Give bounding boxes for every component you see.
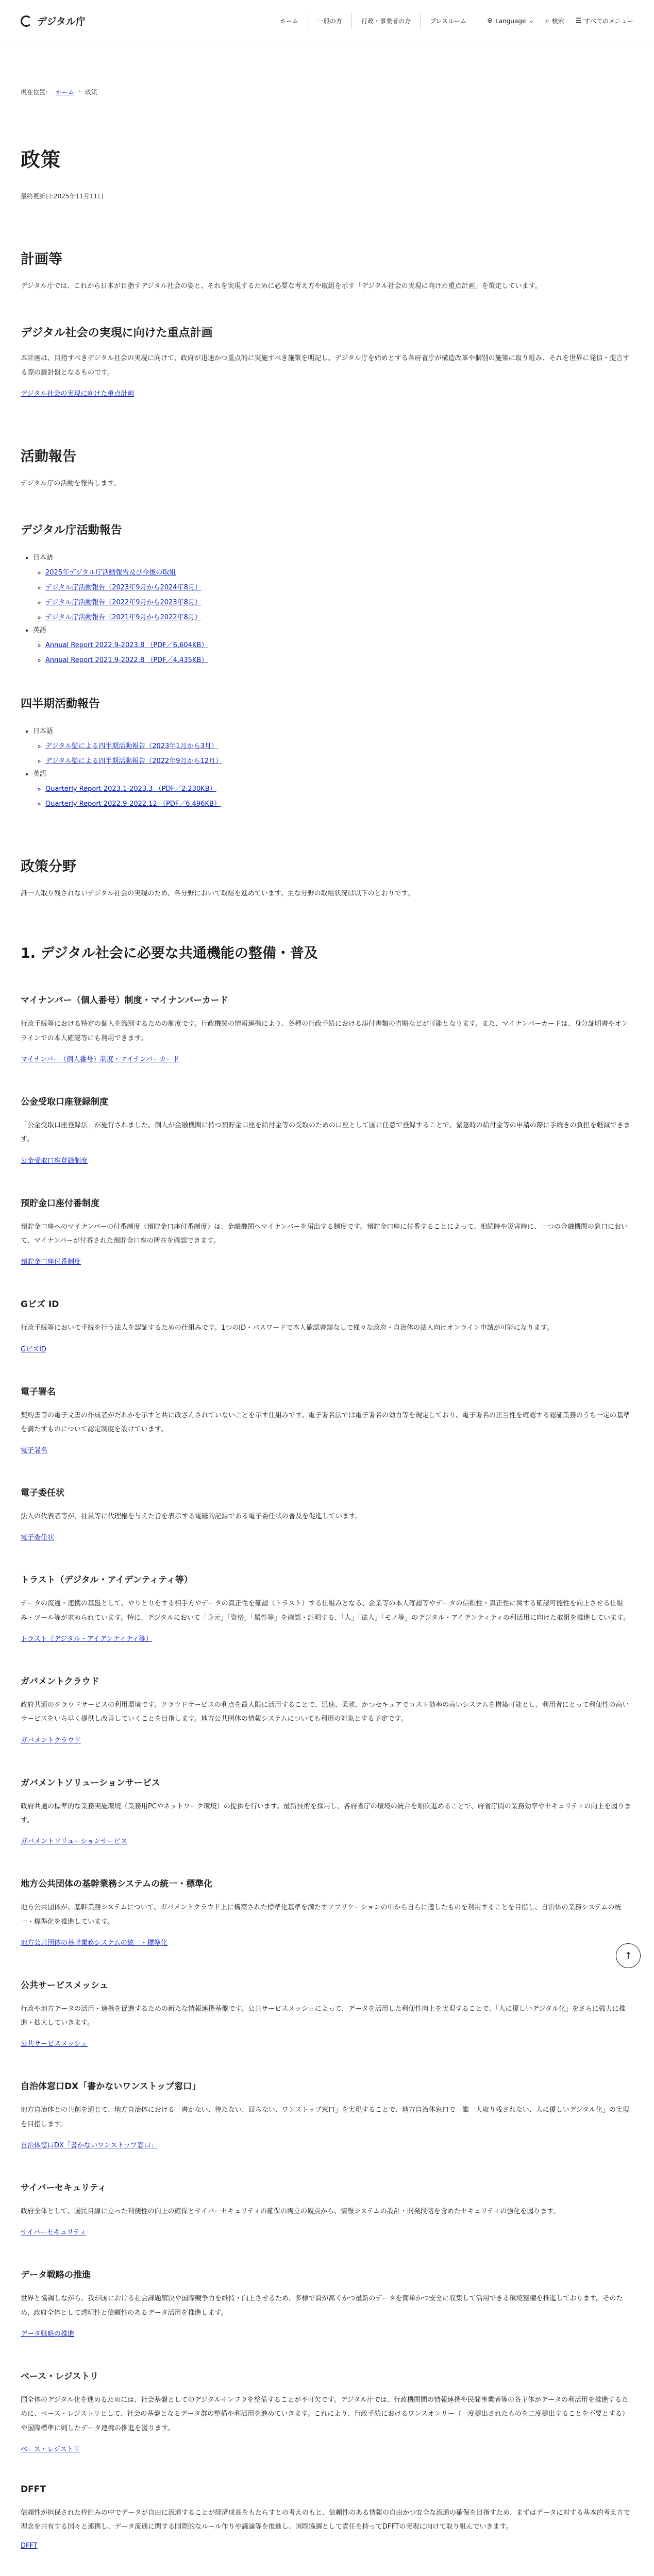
annual-report-list <box>33 552 633 664</box>
activity-heading: 活動報告 <box>21 448 76 465</box>
policy-item-title: 電子委任状 <box>21 1488 64 1499</box>
list-group-label: 英語 <box>33 626 47 635</box>
policy-item-link[interactable]: 電子委任状 <box>21 1534 55 1542</box>
policy-item-link[interactable]: GビズID <box>21 1345 46 1353</box>
policy-item-link[interactable]: 公金受取口座登録制度 <box>21 1157 88 1165</box>
policy-item-text: 国全体のデジタル化を進めるためには、社会基盤としてのデジタルインフラを整備することが不可欠です。デジタル庁では、行政機関間の情報連携や民間事業者等の各主体がデータの利活用を推進するために、ベース・レジストリとして、社会の基盤となるデータ群の整備や利活用を進めていきます。これにより、行政手続におけるワンスオンリー（一度提出されたものを二度提出することを不要とする）や国際標準に則したデータ連携の推進を図ります。 <box>21 2396 629 2432</box>
plan-sub-link[interactable]: デジタル社会の実現に向けた重点計画 <box>21 389 135 398</box>
back-to-top-button[interactable] <box>616 1943 641 1968</box>
language-button[interactable] <box>487 17 534 25</box>
search-button[interactable] <box>545 16 564 25</box>
policy-item <box>21 2267 633 2338</box>
policy-item-link[interactable]: トラスト（デジタル・アイデンティティ等） <box>21 1635 153 1643</box>
page-title: 政策 <box>21 148 61 171</box>
policy-item <box>21 1297 633 1353</box>
policy-item <box>21 1485 633 1541</box>
global-nav <box>271 13 476 29</box>
policy-item <box>21 2369 633 2453</box>
policy-item <box>21 1775 633 1846</box>
search-label: 検索 <box>551 18 564 25</box>
policy-item-title: 電子署名 <box>21 1386 56 1397</box>
plan-intro: デジタル庁では、これから日本が目指すデジタル社会の姿と、それを実現するために必要な考え方や取組を示す「デジタル社会の実現に向けた重点計画」を策定しています。 <box>21 282 542 290</box>
header-utilities <box>487 16 633 25</box>
report-link[interactable]: 2025年デジタル庁活動報告及び今後の取組 <box>45 569 176 577</box>
policy-item-text: 法人の代表者等が、社員等に代理権を与えた旨を表示する電磁的記録である電子委任状の普及を促進しています。 <box>21 1513 362 1521</box>
report-link[interactable]: デジタル庁活動報告（2021年9月から2022年8月） <box>45 614 202 622</box>
policy-item <box>21 1674 633 1744</box>
chevron-down-icon: ⌄ <box>528 17 534 25</box>
policy-item-text: 預貯金口座へのマイナンバーの付番制度（預貯金口座付番制度）は、金融機関へマイナンバーを届出する制度です。預貯金口座に付番することによって、相続時や災害時に、一つの金融機関の窓口において、マイナンバーが付番された預貯金口座の所在を確認できます。 <box>21 1223 628 1245</box>
activity-intro: デジタル庁の活動を報告します。 <box>21 479 121 487</box>
plan-heading: 計画等 <box>21 251 62 267</box>
list-item <box>33 725 633 765</box>
policy-item-text: 行政手続等における特定の個人を識別するための制度です。行政機関の情報連携により、各種の行政手続における添付書類の省略などが可能となります。また、マイナンバーカードは、身分証明書やオンラインでの本人確認等にも利用できます。 <box>21 1020 628 1042</box>
globe-icon: ⊕ <box>487 17 493 25</box>
policy-item-text: 政府共通の標準的な業務実施環境（業務用PCやネットワーク環境）の提供を行います。最新技術を採用し、各府省庁の環境の統合を順次進めることで、府省庁間の業務効率やセキュリティの向上を図ります。 <box>21 1802 631 1824</box>
list-item <box>33 552 633 621</box>
policy-item <box>21 993 633 1063</box>
quarterly-report-list <box>33 725 633 808</box>
search-icon: ⌕ <box>545 17 549 25</box>
site-header <box>0 0 654 42</box>
last-updated: 最終更新日:2025年11月11日 <box>21 193 104 200</box>
nav-item-press[interactable]: プレスルーム <box>430 18 467 25</box>
breadcrumb-current: 政策 <box>85 89 97 96</box>
policy-item-title: ガバメントソリューションサービス <box>21 1777 160 1788</box>
logo-text: デジタル庁 <box>37 16 86 27</box>
list-group-label: 日本語 <box>33 554 54 562</box>
policy-item-title: 自治体窓口DX「書かないワンストップ窓口」 <box>21 2081 201 2092</box>
policy-item-title: マイナンバー（個人番号）制度・マイナンバーカード <box>21 995 228 1006</box>
menu-icon: ☰ <box>575 17 582 25</box>
nav-item-business[interactable]: 行政・事業者の方 <box>352 13 421 29</box>
policy-item <box>21 1094 633 1165</box>
policy-intro: 誰一人取り残されないデジタル社会の実現のため、各分野において取組を進めています。主な分野の取組状況は以下のとおりです。 <box>21 890 414 898</box>
list-item <box>33 624 633 664</box>
policy-heading: 政策分野 <box>21 859 76 875</box>
policy-item-title: ガバメントクラウド <box>21 1676 99 1687</box>
policy-item <box>21 1876 633 1947</box>
policy-item-link[interactable]: 電子署名 <box>21 1447 48 1455</box>
policy-item-title: サイバーセキュリティ <box>21 2183 107 2194</box>
policy-item-title: DFFT <box>21 2484 46 2495</box>
report-link[interactable]: Quarterly Report 2023.1-2023.3 （PDF／2,230KB） <box>45 785 216 793</box>
chevron-right-icon: › <box>78 88 81 95</box>
breadcrumb-home[interactable]: ホーム <box>56 89 75 96</box>
policy-item-text: 世界と協調しながら、我が国における社会課題解決や国際競争力を維持・向上させるため、多様で質が高くかつ最新のデータを簡単かつ安全に収集して活用できる環境整備を推進しております。そのため、政府全体として透明性と信頼性のあるデータ活用を推進します。 <box>21 2295 623 2317</box>
policy-item-link[interactable]: サイバーセキュリティ <box>21 2229 87 2237</box>
policy-item <box>21 1978 633 2048</box>
policy-item-link[interactable]: ガバメントソリューションサービス <box>21 1838 128 1846</box>
policy-item-text: 政府全体として、国民目線に立った利便性の向上の確保とサイバーセキュリティの確保の両立の観点から、情報システムの設計・開発段階を含めたセキュリティの強化を図ります。 <box>21 2208 560 2216</box>
policy-item-link[interactable]: 地方公共団体の基幹業務システムの統一・標準化 <box>21 1939 167 1947</box>
quarterly-report-heading: 四半期活動報告 <box>21 698 100 711</box>
policy-item-title: 公共サービスメッシュ <box>21 1980 108 1991</box>
policy-item <box>21 2180 633 2236</box>
menu-button[interactable] <box>576 16 633 25</box>
policy-item-text: 地方公共団体が、基幹業務システムについて、ガバメントクラウド上に構築された標準化基準を満たすアプリケーションの中から自らに適したものを利用することを目指し、自治体の業務システムの統一・標準化を推進しています。 <box>21 1904 622 1926</box>
policy-item-link[interactable]: ガバメントクラウド <box>21 1736 81 1744</box>
breadcrumb-prefix: 現在位置： <box>21 89 52 96</box>
plan-sub-text: 本計画は、目指すべきデジタル社会の実現に向けて、政府が迅速かつ重点的に実施すべき施策を明記し、デジタル庁を始めとする各府省庁が構造改革や個別の施策に取り組み、それを世界に発信・提言する際の羅針盤となるものです。 <box>21 354 630 377</box>
policy-item-link[interactable]: ベース・レジストリ <box>21 2445 80 2453</box>
report-link[interactable]: Annual Report 2022.9-2023.8 （PDF／6,604KB） <box>45 641 208 650</box>
policy-item-title: トラスト（デジタル・アイデンティティ等） <box>21 1575 193 1586</box>
policy-item-text: 「公金受取口座登録法」が施行されました。個人が金融機関に持つ預貯金口座を給付金等の受取のための口座として国に任意で登録することで、緊急時の給付金等の申請の際に手続きの負担を軽減できます。 <box>21 1122 630 1144</box>
policy-item <box>21 1196 633 1266</box>
policy-item-text: 信頼性が担保された枠組みの中でデータが自由に流通することが経済成長をもたらすとの考えのもと、信頼性のある情報の自由かつ安全な流通の確保を目指すため、まずはデータに対する基本的考え方で理念を共有する国々と連携し、データ流通に関する国際的なルール作りや議論等を推進し、国際協調として責任を持ってDFFTの実現に向けて取り組んでいきます。 <box>21 2509 630 2531</box>
policy-item-link[interactable]: データ戦略の推進 <box>21 2330 75 2338</box>
plan-sub-heading: デジタル社会の実現に向けた重点計画 <box>21 327 213 340</box>
policy-item-title: 預貯金口座付番制度 <box>21 1198 99 1209</box>
policy-item-link[interactable]: マイナンバー（個人番号）制度・マイナンバーカード <box>21 1056 180 1064</box>
nav-item-general[interactable]: 一般の方 <box>308 13 352 29</box>
list-group-label: 英語 <box>33 770 47 778</box>
policy-item-text: 地方自治体との共創を通じて、地方自治体における「書かない、待たない、回らない、ワンストップ窓口」を実現することで、地方自治体窓口で「誰一人取り残されない、人に優しいデジタル化」の実現を目指します。 <box>21 2106 629 2128</box>
report-link[interactable]: Quarterly Report 2022.9-2022.12 （PDF／6,496KB） <box>45 800 221 808</box>
arrow-up-icon: ↑ <box>624 1950 632 1961</box>
report-link[interactable]: デジタル監による四半期活動報告（2023年1月から3月） <box>45 742 218 751</box>
report-link[interactable]: デジタル庁活動報告（2023年9月から2024年8月） <box>45 584 202 592</box>
policy-item-link[interactable]: 預貯金口座付番制度 <box>21 1258 81 1266</box>
logo-mark-icon <box>21 15 32 27</box>
policy-item-text: データの流通・連携の基盤として、やりとりをする相手方やデータの真正性を確認（トラスト）する仕組みとなる、企業等の本人確認等やデータの信頼性・真正性に関する確認可能性を向上させる仕組み・ツール等が求められています。特に、デジタルにおいて「身元」「資格」「属性等」を確認・証明する、「人」「法人」「モノ等」のデジタル・アイデンティティの利活用に向けた取組を推進しています。 <box>21 1600 630 1622</box>
policy-item-text: 行政手続等において手続を行う法人を認証するための仕組みです。1つのID・パスワードで本人確認書類なしで様々な政府・自治体の法人向けオンライン申請が可能になります。 <box>21 1324 554 1332</box>
policy-item-title: 地方公共団体の基幹業務システムの統一・標準化 <box>21 1879 213 1890</box>
language-label: Language <box>495 17 526 25</box>
policy-item-text: 行政や地方データの活用・連携を促進するための新たな情報連携基盤です。公共サービスメッシュによって、データを活用した利便性向上を実現することで、「人に優しいデジタル化」をさらに強力に推進・拡大していきます。 <box>21 2005 626 2027</box>
policy-section-heading: 1. デジタル社会に必要な共通機能の整備・普及 <box>21 945 318 962</box>
policy-item <box>21 1572 633 1643</box>
main-content <box>0 88 654 2576</box>
report-link[interactable]: デジタル庁活動報告（2022年9月から2023年8月） <box>45 599 202 607</box>
policy-item-title: Gビズ ID <box>21 1299 59 1310</box>
policy-item <box>21 2484 633 2550</box>
site-logo[interactable] <box>21 14 86 28</box>
policy-item-link[interactable]: 公共サービスメッシュ <box>21 2040 88 2048</box>
policy-item-link[interactable]: DFFT <box>21 2542 38 2550</box>
policy-item <box>21 1384 633 1455</box>
policy-item-title: データ戦略の推進 <box>21 2270 91 2281</box>
policy-item-title: 公金受取口座登録制度 <box>21 1097 108 1108</box>
policy-item-text: 政府共通のクラウドサービスの利用環境です。クラウドサービスの利点を最大限に活用することで、迅速、柔軟、かつセキュアでコスト効率の高いシステムを構築可能とし、利用者にとって利便性の高いサービスをいち早く提供し改善していくことを目指します。地方公共団体の情報システムについても利用の対象とする予定です。 <box>21 1701 629 1723</box>
breadcrumb <box>21 88 633 96</box>
menu-label: すべてのメニュー <box>584 18 633 25</box>
list-group-label: 日本語 <box>33 727 54 736</box>
policy-item-title: ベース・レジストリ <box>21 2371 99 2382</box>
report-link[interactable]: デジタル監による四半期活動報告（2022年9月から12月） <box>45 757 223 766</box>
annual-report-heading: デジタル庁活動報告 <box>21 524 122 537</box>
report-link[interactable]: Annual Report 2021.9-2022.8 （PDF／4,435KB） <box>45 656 208 665</box>
policy-item <box>21 2079 633 2149</box>
list-item <box>33 768 633 808</box>
policy-item-link[interactable]: 自治体窓口DX「書かないワンストップ窓口」 <box>21 2142 158 2150</box>
policy-items <box>21 993 633 2576</box>
policy-item-text: 契約書等の電子文書の作成者がだれかを示すと共に改ざんされていないことを示す仕組みです。電子署名法では電子署名の効力等を規定しており、電子署名の正当性を確認する認証業務のうち一定の基準を満たすものについて認定制度を設けています。 <box>21 1411 630 1433</box>
nav-item-home[interactable]: ホーム <box>271 13 308 29</box>
